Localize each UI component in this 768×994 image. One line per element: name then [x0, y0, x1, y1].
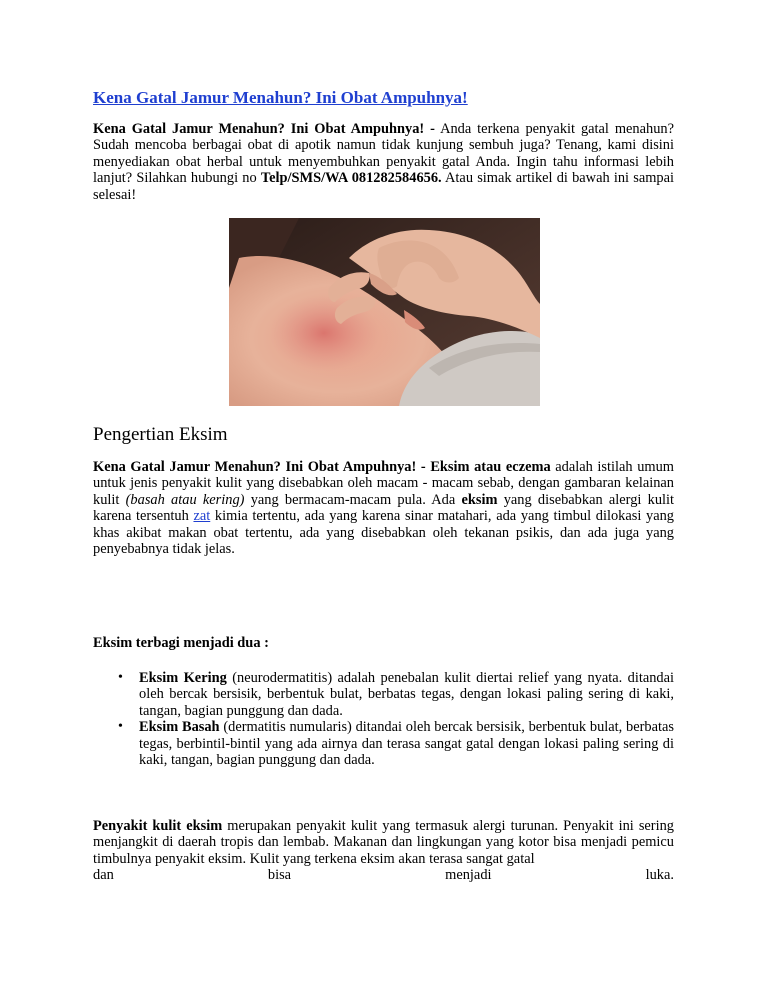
- disease-last-line: [93, 867, 674, 883]
- article-title-link[interactable]: Kena Gatal Jamur Menahun? Ini Obat Ampuhnya!: [93, 88, 468, 107]
- eksim-types-list: [93, 670, 674, 768]
- definition-text-3: yang disebabkan alergi kulit karena tersentuh: [93, 491, 675, 525]
- definition-italic: (basah atau kering): [125, 491, 245, 508]
- last-line-word: bisa: [267, 867, 292, 884]
- definition-text-4: kimia tertentu, ada yang karena sinar matahari, ada yang timbul dilokasi yang khas akibat makan obat tertentu, ada yang disebabkan oleh tekanan psikis, dan ada juga yang penyebabnya tidak jelas.: [93, 508, 674, 558]
- bullet-icon: •: [118, 719, 123, 735]
- type-name: Eksim Kering: [139, 670, 227, 686]
- zat-link[interactable]: zat: [193, 508, 211, 525]
- disease-paragraph: [93, 818, 674, 884]
- last-line-word: menjadi: [445, 867, 492, 884]
- list-item-eksim-basah: [93, 719, 674, 768]
- intro-text-2: Atau simak artikel di bawah ini sampai selesai!: [93, 170, 674, 203]
- last-line-word: luka.: [645, 867, 674, 884]
- definition-lead: Kena Gatal Jamur Menahun? Ini Obat Ampuhnya! - Eksim atau eczema: [93, 459, 551, 475]
- intro-lead: Kena Gatal Jamur Menahun? Ini Obat Ampuhnya! -: [93, 121, 435, 137]
- definition-paragraph: [93, 459, 674, 557]
- bullet-icon: •: [118, 670, 123, 685]
- contact-number: Telp/SMS/WA 081282584656.: [260, 170, 442, 187]
- type-description: (neurodermatitis) adalah penebalan kulit diertai relief yang nyata. ditandai oleh bercak bersisik, berbentuk bulat, berbatas tegas, dengan lokasi paling sering di kaki, tangan, bagian punggung dan dada.: [139, 670, 674, 719]
- definition-text-2: yang bermacam-macam pula. Ada: [244, 491, 462, 508]
- definition-text-1: adalah istilah umum untuk jenis penyakit kulit yang disebabkan oleh macam - macam sebab, dengan gambaran kelainan kulit: [93, 459, 675, 508]
- type-description: (dermatitis numularis) ditandai oleh bercak bersisik, berbentuk bulat, berbatas tegas, berbintil-bintil yang ada airnya dan terasa sangat gatal dengan lokasi paling sering di kaki, tangan, bagian punggung dan dada.: [139, 719, 675, 769]
- types-heading: Eksim terbagi menjadi dua :: [93, 635, 269, 651]
- intro-text-1: Anda terkena penyakit gatal menahun? Sudah mencoba berbagai obat di apotik namun tidak kunjung sembuh juga? Tenang, kami disini menyediakan obat herbal untuk menyembuhkan penyakit gatal Anda. Ingin tahu informasi lebih lanjut? Silahkan hubungi no: [93, 121, 674, 187]
- disease-text: merupakan penyakit kulit yang termasuk alergi turunan. Penyakit ini sering menjangkit di daerah tropis dan lembab. Makanan dan lingkungan yang kotor bisa menjadi pemicu timbulnya penyakit eksim. Kulit yang terkena eksim akan terasa sangat gatal: [93, 818, 674, 867]
- scratching-shoulder-photo: [229, 218, 540, 406]
- section-heading: Pengertian Eksim: [93, 424, 228, 445]
- eksim-term: eksim: [461, 491, 498, 508]
- disease-lead: Penyakit kulit eksim: [93, 818, 223, 834]
- last-line-word: dan: [93, 867, 114, 884]
- type-name: Eksim Basah: [139, 719, 220, 736]
- intro-paragraph: [93, 121, 674, 203]
- list-item-eksim-kering: [93, 670, 674, 719]
